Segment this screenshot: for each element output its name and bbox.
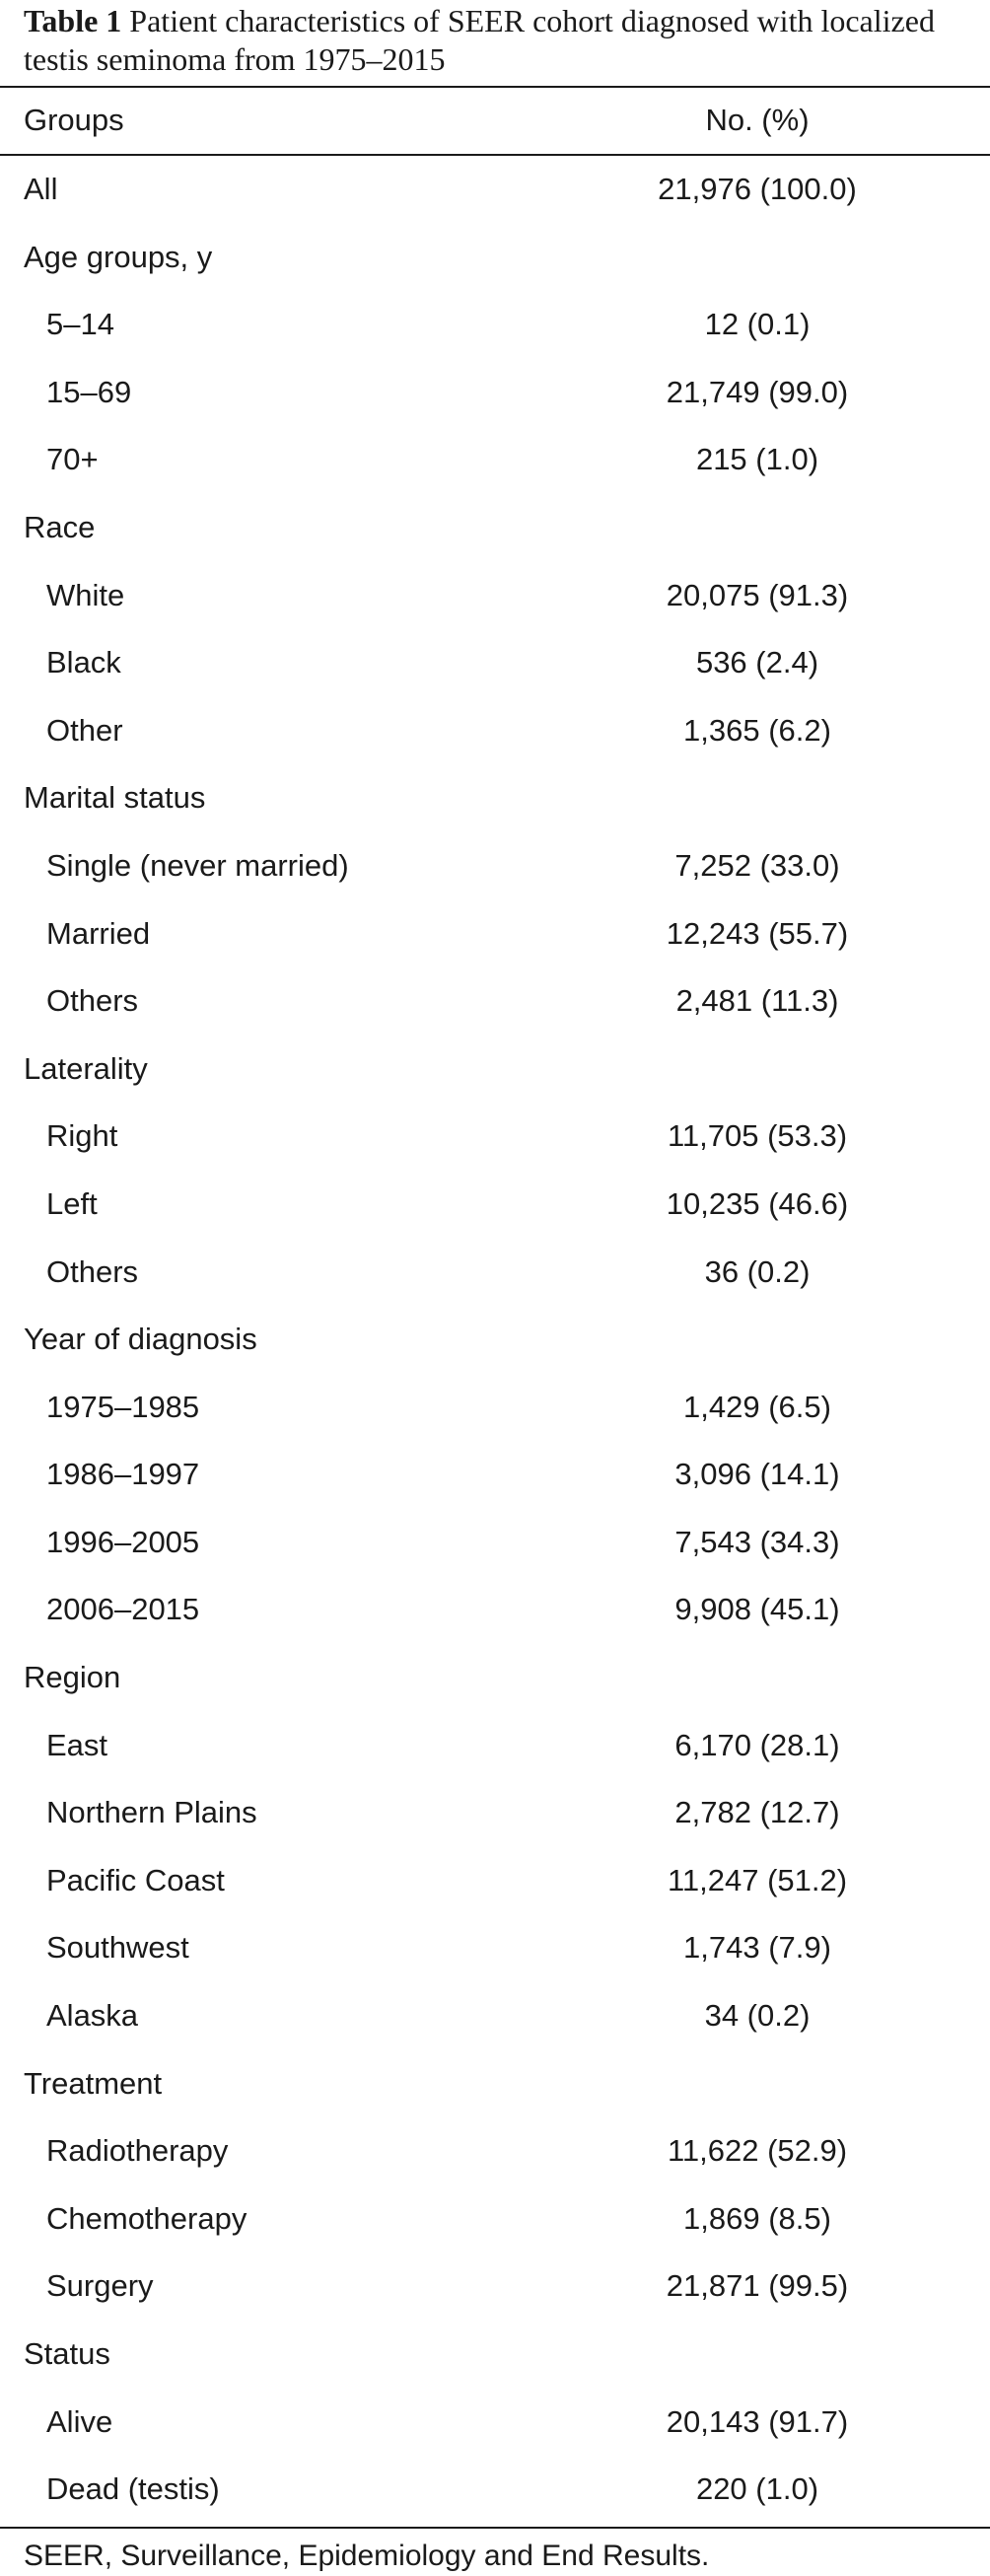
table-row [0,2389,990,2457]
row-value: 10,235 (46.6) [666,1185,849,1221]
column-header-count: No. (%) [705,103,810,137]
row-label: Age groups, y [24,239,213,274]
row-label: Northern Plains [46,1795,257,1830]
table-row [0,1982,990,2050]
row-label: Dead (testis) [46,2471,220,2507]
table-row [0,2456,990,2524]
row-label: 1986–1997 [46,1457,200,1492]
row-label: Radiotherapy [46,2133,229,2169]
row-label: Married [46,915,151,951]
table-row [0,359,990,427]
row-value: 12,243 (55.7) [666,915,849,951]
row-label: Surgery [46,2268,154,2304]
row-value: 1,869 (8.5) [683,2200,831,2236]
row-value: 1,429 (6.5) [683,1389,831,1424]
table-row [0,291,990,359]
table-body [0,156,990,2524]
table-row [0,2117,990,2185]
row-label: Alive [46,2403,113,2439]
row-label: Others [46,1253,139,1289]
row-value: 11,622 (52.9) [667,2133,848,2169]
table-group-row [0,2321,990,2389]
row-label: Black [46,645,121,680]
row-label: Pacific Coast [46,1862,225,1897]
table-row [0,1103,990,1171]
row-value: 21,749 (99.0) [666,374,849,409]
table-row [0,426,990,494]
row-value: 215 (1.0) [695,442,819,477]
table-caption-text: Patient characteristics of SEER cohort diagnosed with localized testis seminoma from 1975–2015 [24,3,935,77]
row-label: Right [46,1118,118,1154]
row-label: Laterality [24,1050,148,1086]
row-label: Southwest [46,1930,189,1966]
table-row [0,1712,990,1780]
table-group-row [0,1306,990,1374]
table-group-row [0,224,990,292]
table-row [0,2253,990,2321]
row-label: Others [46,983,139,1019]
row-label: Alaska [46,1998,139,2034]
row-label: Region [24,1660,121,1695]
table-row [0,1576,990,1644]
table-group-row [0,764,990,832]
row-label: 15–69 [46,374,132,409]
table-row [0,1239,990,1307]
row-label: 2006–2015 [46,1592,200,1627]
table-row [0,1374,990,1442]
table-row [0,1509,990,1577]
table-row [0,1914,990,1982]
row-value: 11,705 (53.3) [667,1118,848,1154]
row-label: Treatment [24,2065,163,2101]
table-row [0,1171,990,1239]
row-value: 12 (0.1) [704,307,811,342]
column-header-groups: Groups [24,103,124,137]
row-label: Year of diagnosis [24,1322,257,1357]
row-label: Chemotherapy [46,2200,248,2236]
table-row [0,900,990,968]
row-value: 7,543 (34.3) [674,1524,840,1559]
table-row [0,1779,990,1847]
row-value: 9,908 (45.1) [674,1592,840,1627]
row-value: 36 (0.2) [704,1253,811,1289]
table-footnote: SEER, Surveillance, Epidemiology and End Results. [24,2540,710,2572]
row-label: 70+ [46,442,99,477]
row-label: Marital status [24,780,206,816]
row-label: 1975–1985 [46,1389,200,1424]
row-value: 21,976 (100.0) [658,172,857,206]
table-row [0,1441,990,1509]
table-row [0,1847,990,1915]
table-caption-label: Table 1 [24,3,122,38]
row-label: Other [46,712,123,748]
table-row [0,697,990,765]
table-group-row [0,1644,990,1712]
row-value: 3,096 (14.1) [674,1457,840,1492]
table-group-row [0,2050,990,2118]
table-row [0,562,990,630]
table-group-row [0,494,990,562]
row-value: 536 (2.4) [695,645,819,680]
table-bottom-rule [0,2527,990,2529]
row-value: 7,252 (33.0) [674,847,840,883]
row-value: 6,170 (28.1) [674,1727,840,1762]
table-group-row [0,1036,990,1104]
row-label: 1996–2005 [46,1524,200,1559]
row-label: Status [24,2336,110,2371]
table-row [0,629,990,697]
row-label: East [46,1727,108,1762]
row-label: White [46,577,125,612]
row-value: 220 (1.0) [695,2471,819,2507]
row-label: Race [24,509,96,544]
row-label: All [24,172,58,206]
row-value: 1,365 (6.2) [683,712,831,748]
row-label: 5–14 [46,307,114,342]
row-label: Left [46,1185,98,1221]
row-value: 11,247 (51.2) [667,1862,848,1897]
row-value: 2,782 (12.7) [674,1795,840,1830]
table-group-row [0,156,990,224]
table-row [0,832,990,900]
row-value: 1,743 (7.9) [683,1930,831,1966]
row-value: 21,871 (99.5) [666,2268,849,2304]
table-row [0,2185,990,2254]
row-value: 20,143 (91.7) [666,2403,849,2439]
row-value: 2,481 (11.3) [675,983,839,1019]
table-header-row [0,88,990,154]
table-row [0,967,990,1036]
table-caption [24,2,980,79]
row-value: 20,075 (91.3) [666,577,849,612]
row-value: 34 (0.2) [704,1998,811,2034]
row-label: Single (never married) [46,847,349,883]
